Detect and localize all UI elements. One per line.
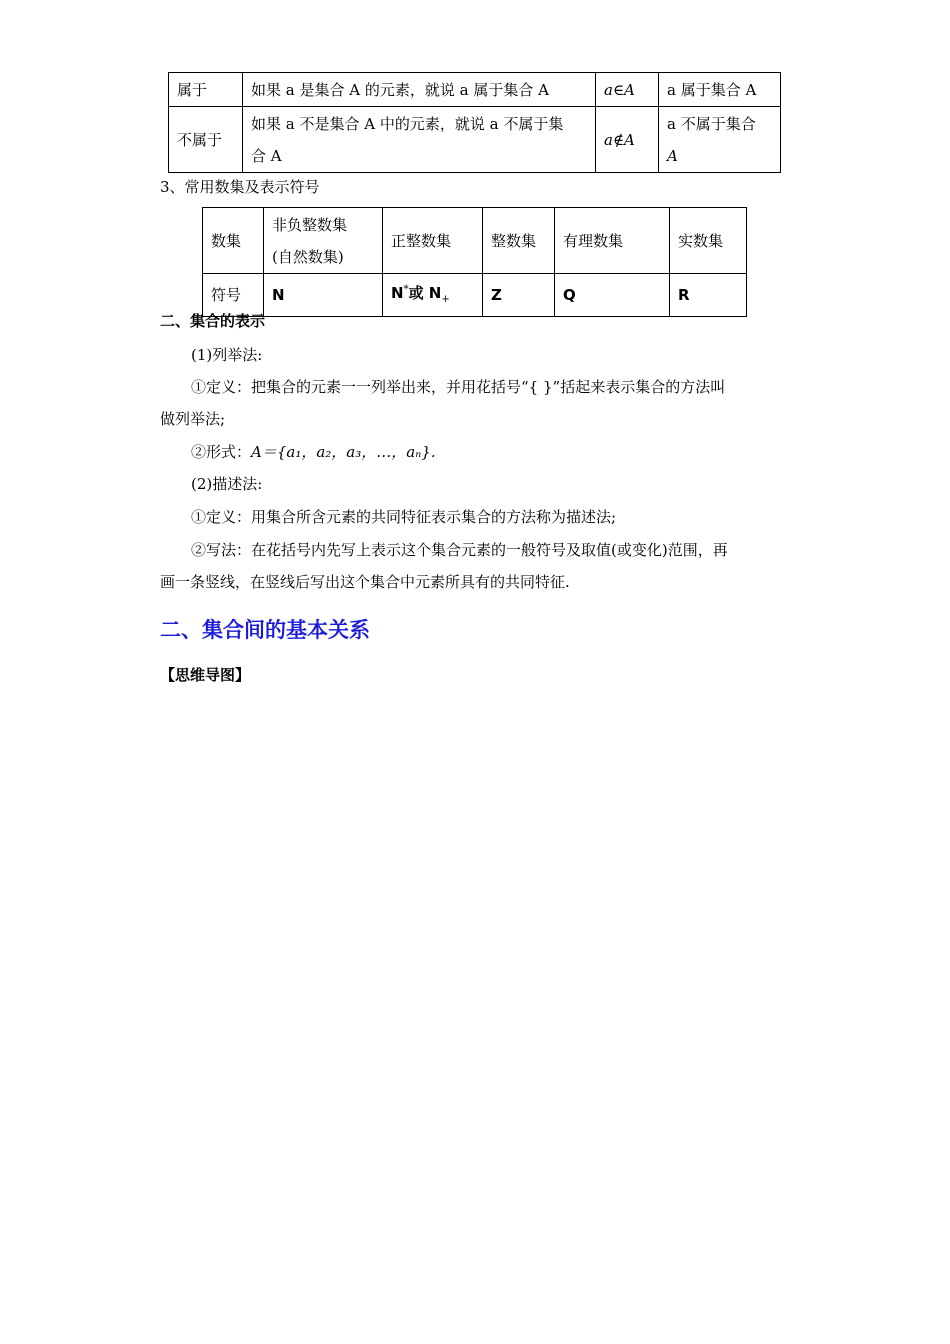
table-row — [169, 107, 781, 173]
column-name-cell: 正整数集 — [383, 208, 483, 274]
section-3-heading: 3、常用数集及表示符号 — [160, 178, 320, 196]
enum-definition-line: 做列举法; — [160, 410, 226, 428]
relations-heading: 二、集合间的基本关系 — [160, 618, 370, 642]
column-name-cell: 实数集 — [670, 208, 747, 274]
column-name-line: 非负整数集 — [272, 215, 348, 234]
reading-line: A — [667, 146, 678, 165]
membership-table — [168, 72, 781, 173]
table-row — [203, 274, 747, 317]
enum-form-formula: A＝{a₁，a₂，a₃，…，aₙ}. — [251, 443, 436, 461]
number-sets-table — [202, 207, 747, 317]
definition-cell — [243, 107, 596, 173]
symbol-main: N — [391, 284, 404, 302]
reading-cell — [659, 107, 781, 173]
table-row — [203, 208, 747, 274]
column-name-cell: 有理数集 — [555, 208, 670, 274]
column-name-line: (自然数集) — [272, 247, 344, 266]
symbol-cell: N — [264, 274, 383, 317]
definition-line: 合 A — [251, 146, 282, 165]
symbol-cell: a∉A — [596, 107, 659, 173]
enum-form — [191, 441, 436, 462]
mind-map-label: 【思维导图】 — [160, 666, 251, 684]
symbol-cell: a∈A — [596, 73, 659, 107]
column-name-cell: 整数集 — [483, 208, 555, 274]
representation-heading: 二、集合的表示 — [160, 312, 266, 330]
reading-cell: a 属于集合 A — [659, 73, 781, 107]
desc-title: (2)描述法: — [191, 475, 263, 493]
symbol-sub: + — [441, 294, 450, 305]
reading-line: a 不属于集合 — [667, 114, 756, 133]
column-name-cell — [264, 208, 383, 274]
desc-writing-line: 画一条竖线，在竖线后写出这个集合中元素所具有的共同特征. — [160, 573, 570, 591]
symbol-cell: Z — [483, 274, 555, 317]
symbol-cell: R — [670, 274, 747, 317]
symbol-cell — [383, 274, 483, 317]
term-cell: 不属于 — [169, 107, 243, 173]
symbol-or: 或 N — [408, 284, 442, 302]
symbol-cell: Q — [555, 274, 670, 317]
symbol-sup: * — [403, 284, 409, 295]
enum-definition-line: ①定义：把集合的元素一一列举出来，并用花括号“{ }”括起来表示集合的方法叫 — [191, 378, 726, 396]
header-label-cell: 数集 — [203, 208, 264, 274]
enum-title: (1)列举法: — [191, 346, 263, 364]
definition-line: 如果 a 不是集合 A 中的元素，就说 a 不属于集 — [251, 114, 564, 133]
enum-form-prefix: ②形式： — [191, 443, 252, 461]
desc-writing-line: ②写法：在花括号内先写上表示这个集合元素的一般符号及取值(或变化)范围，再 — [191, 541, 728, 559]
table-row — [169, 73, 781, 107]
definition-cell: 如果 a 是集合 A 的元素，就说 a 属于集合 A — [243, 73, 596, 107]
desc-definition: ①定义：用集合所含元素的共同特征表示集合的方法称为描述法; — [191, 508, 617, 526]
symbol-label-cell: 符号 — [203, 274, 264, 317]
term-cell: 属于 — [169, 73, 243, 107]
